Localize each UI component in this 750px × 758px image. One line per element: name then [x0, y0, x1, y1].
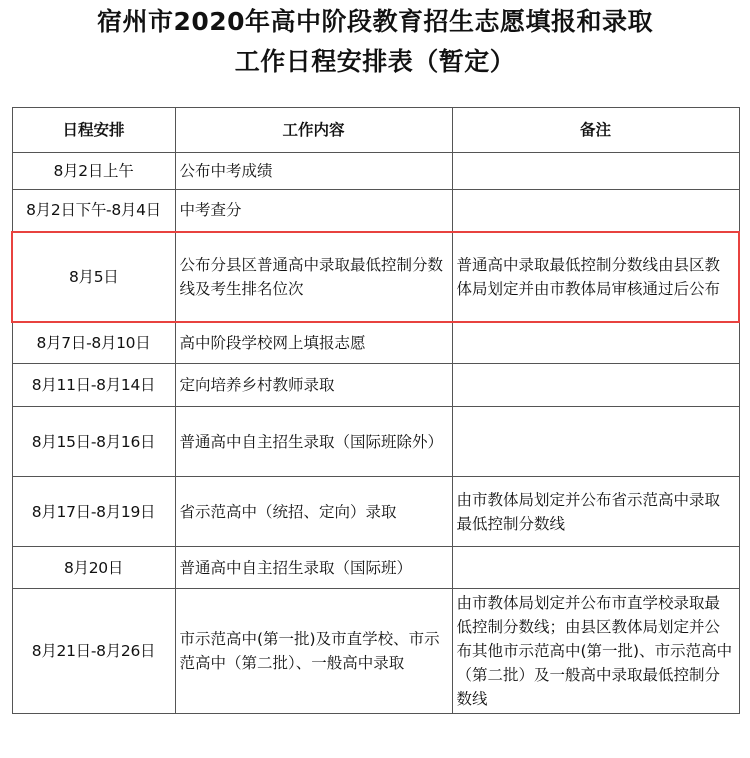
schedule-table	[11, 107, 740, 714]
work-content: 普通高中自主招生录取（国际班）	[175, 547, 452, 589]
schedule-date: 8月5日	[12, 232, 175, 322]
schedule-date: 8月11日-8月14日	[12, 364, 175, 407]
work-content: 高中阶段学校网上填报志愿	[175, 322, 452, 364]
work-content: 省示范高中（统招、定向）录取	[175, 477, 452, 547]
table-row	[12, 190, 739, 232]
header-schedule: 日程安排	[12, 108, 175, 153]
table-row	[12, 364, 739, 407]
schedule-date: 8月17日-8月19日	[12, 477, 175, 547]
remark	[452, 153, 739, 190]
schedule-date: 8月2日下午-8月4日	[12, 190, 175, 232]
table-row	[12, 547, 739, 589]
table-row	[12, 589, 739, 714]
work-content: 普通高中自主招生录取（国际班除外）	[175, 407, 452, 477]
table-row-highlighted	[12, 232, 739, 322]
remark: 普通高中录取最低控制分数线由县区教体局划定并由市教体局审核通过后公布	[452, 232, 739, 322]
table-row	[12, 407, 739, 477]
work-content: 公布分县区普通高中录取最低控制分数线及考生排名位次	[175, 232, 452, 322]
header-work-content: 工作内容	[175, 108, 452, 153]
remark	[452, 364, 739, 407]
remark	[452, 322, 739, 364]
remark: 由市教体局划定并公布省示范高中录取最低控制分数线	[452, 477, 739, 547]
work-content: 中考查分	[175, 190, 452, 232]
document-title: 宿州市2020年高中阶段教育招生志愿填报和录取	[96, 7, 654, 36]
remark	[452, 547, 739, 589]
schedule-date: 8月20日	[12, 547, 175, 589]
remark: 由市教体局划定并公布市直学校录取最低控制分数线；由县区教体局划定并公布其他市示范高中(第一批)、市示范高中（第二批）及一般高中录取最低控制分数线	[452, 589, 739, 714]
work-content: 公布中考成绩	[175, 153, 452, 190]
table-row	[12, 322, 739, 364]
schedule-date: 8月2日上午	[12, 153, 175, 190]
schedule-date: 8月7日-8月10日	[12, 322, 175, 364]
table-row	[12, 477, 739, 547]
schedule-date: 8月21日-8月26日	[12, 589, 175, 714]
work-content: 市示范高中(第一批)及市直学校、市示范高中（第二批）、一般高中录取	[175, 589, 452, 714]
document-subtitle: 工作日程安排表（暂定）	[234, 47, 516, 76]
table-header-row	[12, 108, 739, 153]
work-content: 定向培养乡村教师录取	[175, 364, 452, 407]
table-row	[12, 153, 739, 190]
remark	[452, 407, 739, 477]
header-remarks: 备注	[452, 108, 739, 153]
schedule-date: 8月15日-8月16日	[12, 407, 175, 477]
remark	[452, 190, 739, 232]
